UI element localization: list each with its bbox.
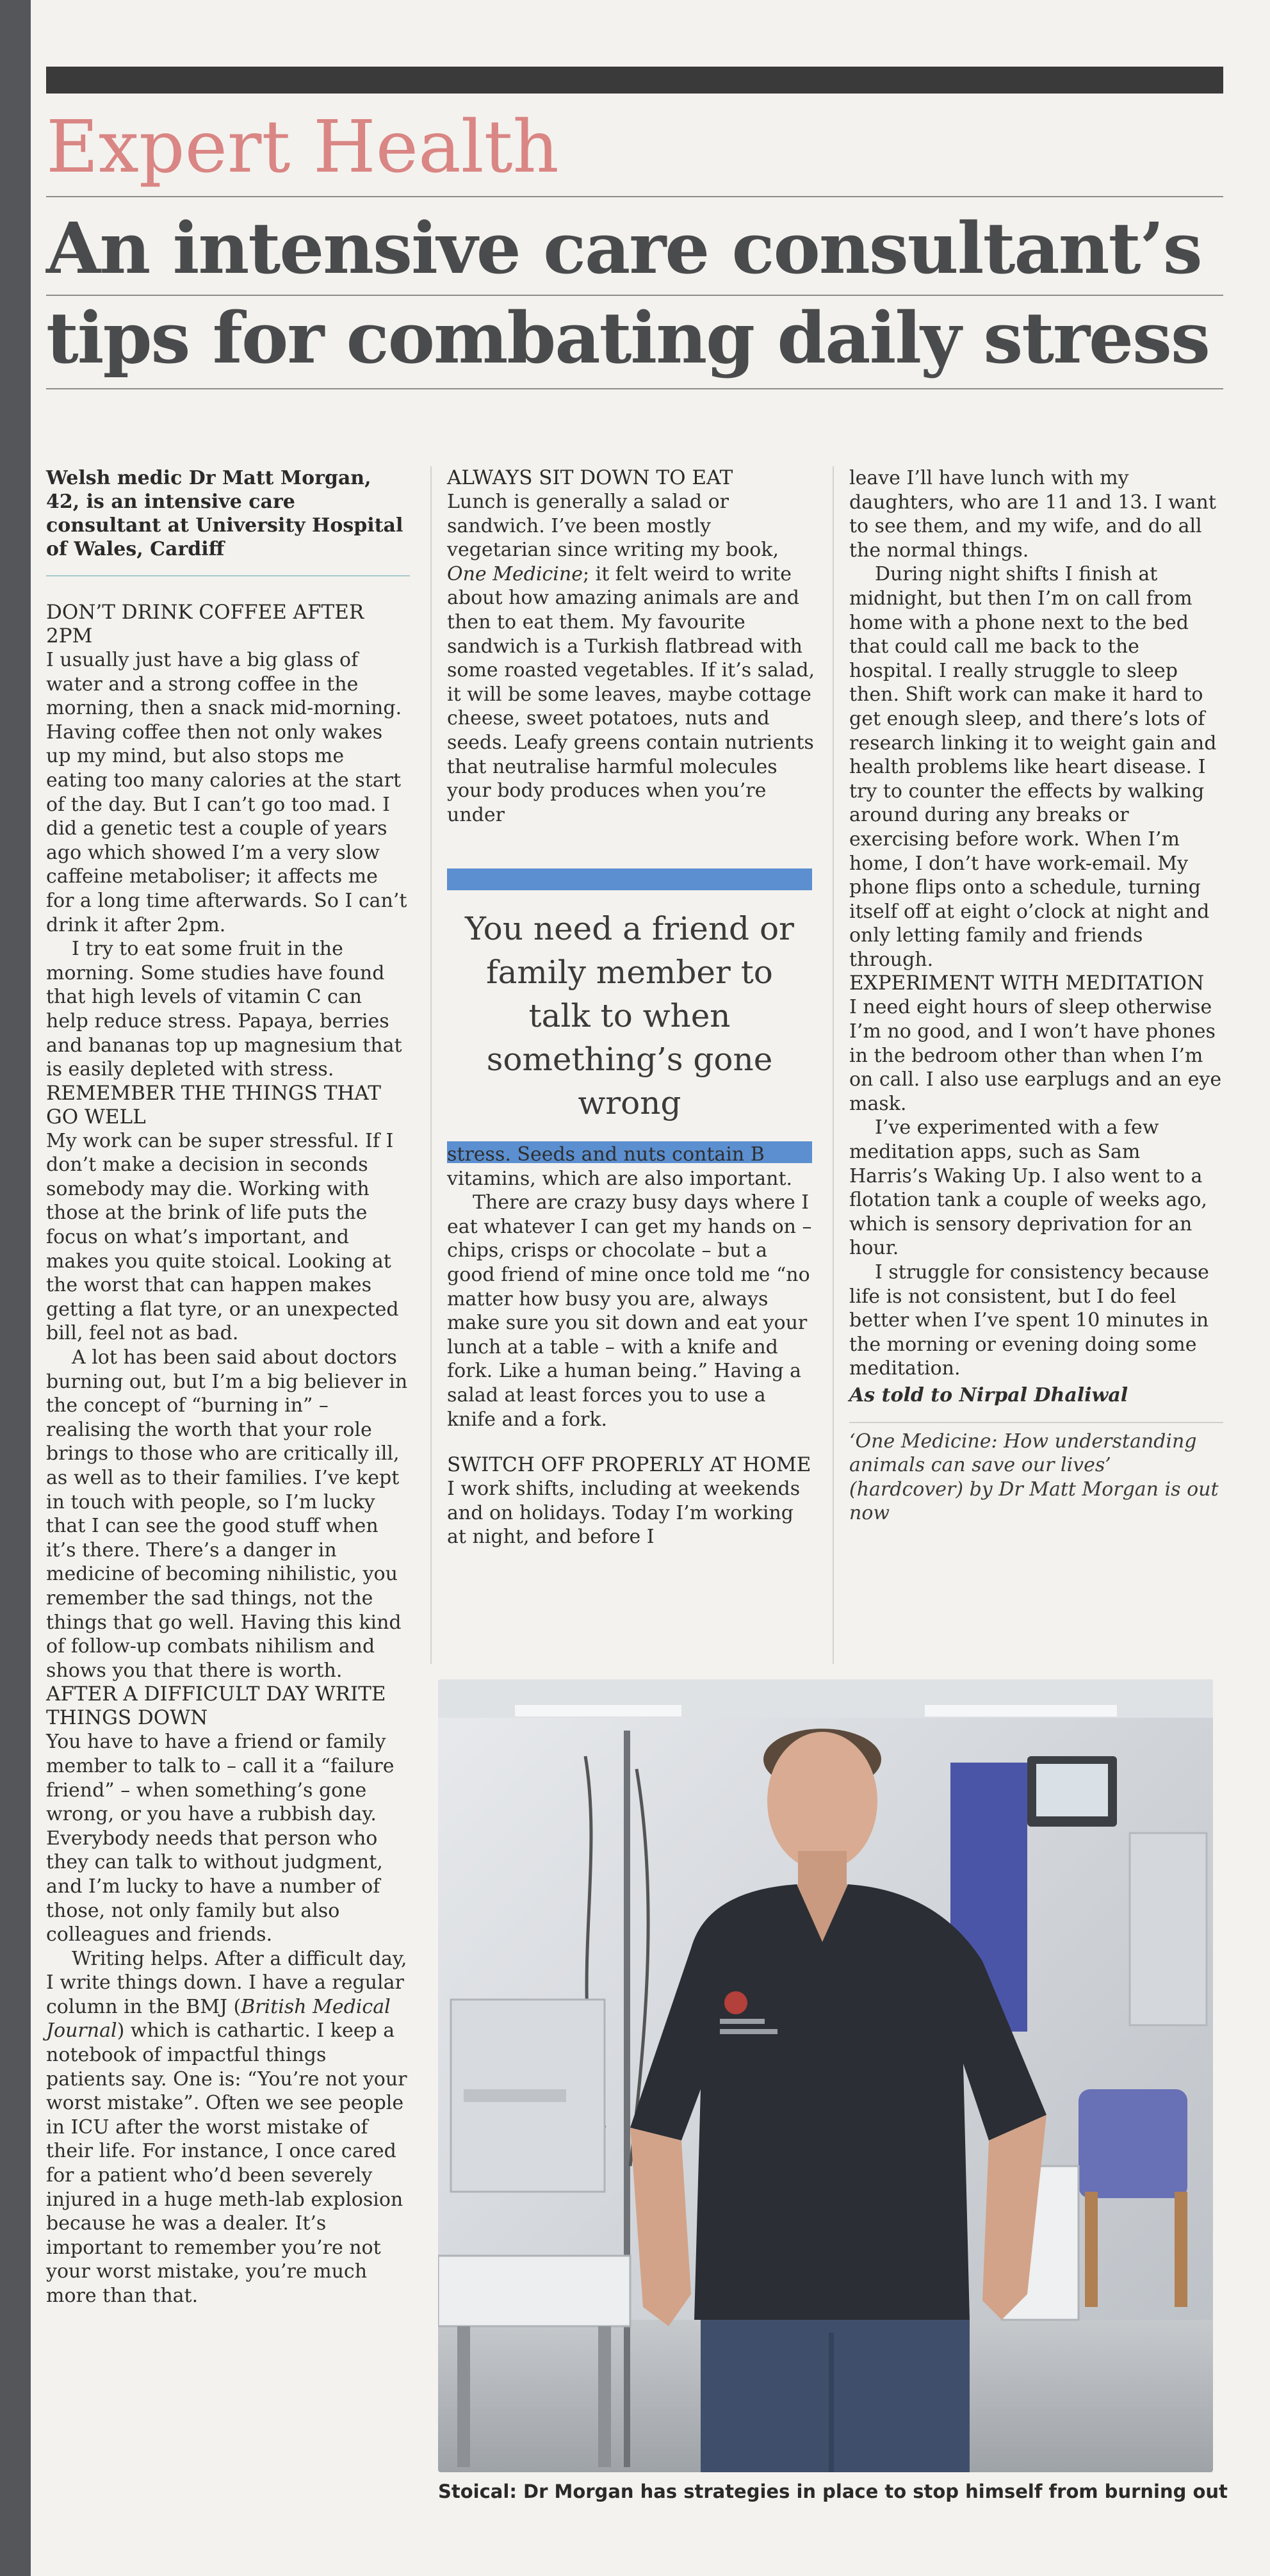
subhead-switch-off: SWITCH OFF PROPERLY AT HOME bbox=[447, 1453, 811, 1477]
journal-name: British Medical Journal bbox=[46, 1995, 391, 2042]
portrait-photo bbox=[438, 1679, 1213, 2472]
subhead-meditation: EXPERIMENT WITH MEDITATION bbox=[849, 972, 1205, 995]
body-paragraph: I work shifts, including at weekends and on holidays. Today I’m working at night, and before I bbox=[447, 1478, 801, 1549]
author-bio: Welsh medic Dr Matt Morgan, 42, is an intensive care consultant at University Hospital of Wales, Cardiff bbox=[46, 467, 403, 560]
pull-quote bbox=[447, 868, 812, 1163]
headline bbox=[46, 204, 1237, 383]
body-text: Lunch is generally a salad or sandwich. I’ve been mostly vegetarian since writing my book, bbox=[447, 491, 779, 562]
body-paragraph: You have to have a friend or family member to talk to – call it a “failure friend” – when something’s gone wrong, or you have a rubbish day. Everybody needs that person who they can talk to without judgment, and I’m lucky to have a number of those, not only family but also colleagues and friends. bbox=[46, 1731, 395, 1946]
body-paragraph: leave I’ll have lunch with my daughters, who are 11 and 13. I want to see them, and my wife, and do all the normal things. bbox=[849, 467, 1216, 562]
column-2 bbox=[447, 466, 818, 827]
body-paragraph: I usually just have a big glass of water and a strong coffee in the morning, then a snack mid-morning. Having coffee then not only wakes up my mind, but also stops me eating too many calories at the start of the day. But I can’t go too mad. I did a genetic test a couple of years ago which showed I’m a very slow caffeine metaboliser; it affects me for a long time afterwards. So I can’t drink it after 2pm. bbox=[46, 649, 407, 936]
top-rule bbox=[46, 67, 1223, 94]
credit-rule bbox=[849, 1422, 1223, 1423]
subhead-lunch: ALWAYS SIT DOWN TO EAT bbox=[447, 466, 733, 489]
headline-rule bbox=[46, 388, 1223, 389]
section-kicker: Expert Health bbox=[46, 106, 559, 189]
headline-line-2: tips for combating daily stress bbox=[46, 297, 1209, 379]
body-paragraph: I’ve experimented with a few meditation apps, such as Sam Harris’s Waking Up. I also went to a flotation tank a couple of weeks ago, which is sensory deprivation for an hour. bbox=[849, 1116, 1207, 1260]
book-credit: ‘One Medicine: How understanding animals can save our lives’ (hardcover) by Dr Matt Morgan is out now bbox=[849, 1430, 1219, 1525]
body-paragraph: I struggle for consistency because life is not consistent, but I do feel better when I’ve spent 10 minutes in the morning or evening doing some meditation. bbox=[849, 1261, 1209, 1380]
subhead-coffee: DON’T DRINK COFFEE AFTER 2PM bbox=[46, 601, 364, 648]
bio-rule bbox=[46, 575, 410, 576]
body-text: Writing helps. After a difficult day, I write things down. I have a regular column in the BMJ ( bbox=[46, 1947, 407, 2018]
page-edge bbox=[0, 0, 31, 2576]
body-paragraph: My work can be super stressful. If I don’t make a decision in seconds somebody may die. Working with those at the brink of life puts the focus on what’s important, and makes you quite stoical. Looking at the worst that can happen makes getting a flat tyre, or an unexpected bill, feel not as bad. bbox=[46, 1129, 399, 1345]
body-paragraph: A lot has been said about doctors burning out, but I’m a big believer in the concept of “burning in” – realising the worth that your role brings to those who are critically ill, as well as to their families. I’ve kept in touch with people, so I’m lucky that I can see the good stuff when it’s there. There’s a danger in medicine of becoming nihilistic, you remember the sad things, not the things that go well. Having this kind of follow-up combats nihilism and shows you that there is worth. bbox=[46, 1346, 408, 1682]
column-3 bbox=[849, 466, 1223, 1526]
body-paragraph: stress. Seeds and nuts contain B vitamins, which are also important. bbox=[447, 1143, 793, 1190]
body-paragraph: During night shifts I finish at midnight, but then I’m on call from home with a phone next to the bed that could call me back to the hospital. I really struggle to sleep then. Shift work can make it hard to get enough sleep, and there’s lots of research linking it to weight gain and health problems like heart disease. I try to counter the effects by walking around during any breaks or exercising before work. When I’m home, I don’t have work-email. My phone flips onto a schedule, turning itself off at eight o’clock at night and only letting family and friends through. bbox=[849, 563, 1217, 971]
pull-quote-bar bbox=[447, 868, 812, 890]
body-text: ; it felt weird to write about how amazing animals are and then to eat them. My favourite sandwich is a Turkish flatbread with some roasted vegetables. If it’s salad, it will be some leaves, maybe cottage cheese, sweet potatoes, nuts and seeds. Leafy greens contain nutrients that neutralise harmful molecules your body produces when you’re under bbox=[447, 562, 815, 826]
book-title: One Medicine bbox=[447, 562, 583, 585]
body-paragraph bbox=[46, 1947, 410, 2308]
body-paragraph: I need eight hours of sleep otherwise I’m no good, and I won’t have phones in the bedroom other than when I’m on call. I also use earplugs and an eye mask. bbox=[849, 996, 1222, 1115]
body-text: ) which is cathartic. I keep a notebook of impactful things patients say. One is: “You’re not your worst mistake”. Often we see people in ICU after the worst mistake of their life. For instance, I once cared for a patient who’d been severely injured in a huge meth-lab explosion because he was a dealer. It’s important to remember you’re not your worst mistake, you’re much more than that. bbox=[46, 2019, 407, 2307]
column-1 bbox=[46, 466, 410, 2308]
body-paragraph: I try to eat some fruit in the morning. Some studies have found that high levels of vitamin C can help reduce stress. Papaya, berries and bananas top up magnesium that is easily depleted with stress. bbox=[46, 938, 402, 1081]
photo-caption: Stoical: Dr Morgan has strategies in place to stop himself from burning out bbox=[438, 2481, 1228, 2502]
body-paragraph: There are crazy busy days where I eat whatever I can get my hands on – chips, crisps or chocolate – but a good friend of mine once told me “no matter how busy you are, always make sure you sit down and eat your lunch at a table – with a knife and fork. Like a human being.” Having a salad at least forces you to use a knife and a fork. bbox=[447, 1191, 812, 1431]
headline-line-1: An intensive care consultant’s bbox=[46, 207, 1201, 289]
photo-illustration bbox=[438, 1679, 1213, 2472]
subhead-remember: REMEMBER THE THINGS THAT GO WELL bbox=[46, 1081, 381, 1129]
attribution: As told to Nirpal Dhaliwal bbox=[849, 1383, 1128, 1406]
column-divider bbox=[833, 466, 834, 1664]
subhead-difficult-day: AFTER A DIFFICULT DAY WRITE THINGS DOWN bbox=[46, 1683, 386, 1730]
column-2-continued bbox=[447, 1143, 818, 1549]
body-paragraph bbox=[447, 490, 818, 827]
headline-rule bbox=[46, 295, 1223, 296]
pull-quote-text: You need a friend or family member to talk to when something’s gone wrong bbox=[465, 910, 794, 1121]
column-divider bbox=[430, 466, 432, 1664]
kicker-rule bbox=[46, 196, 1223, 197]
